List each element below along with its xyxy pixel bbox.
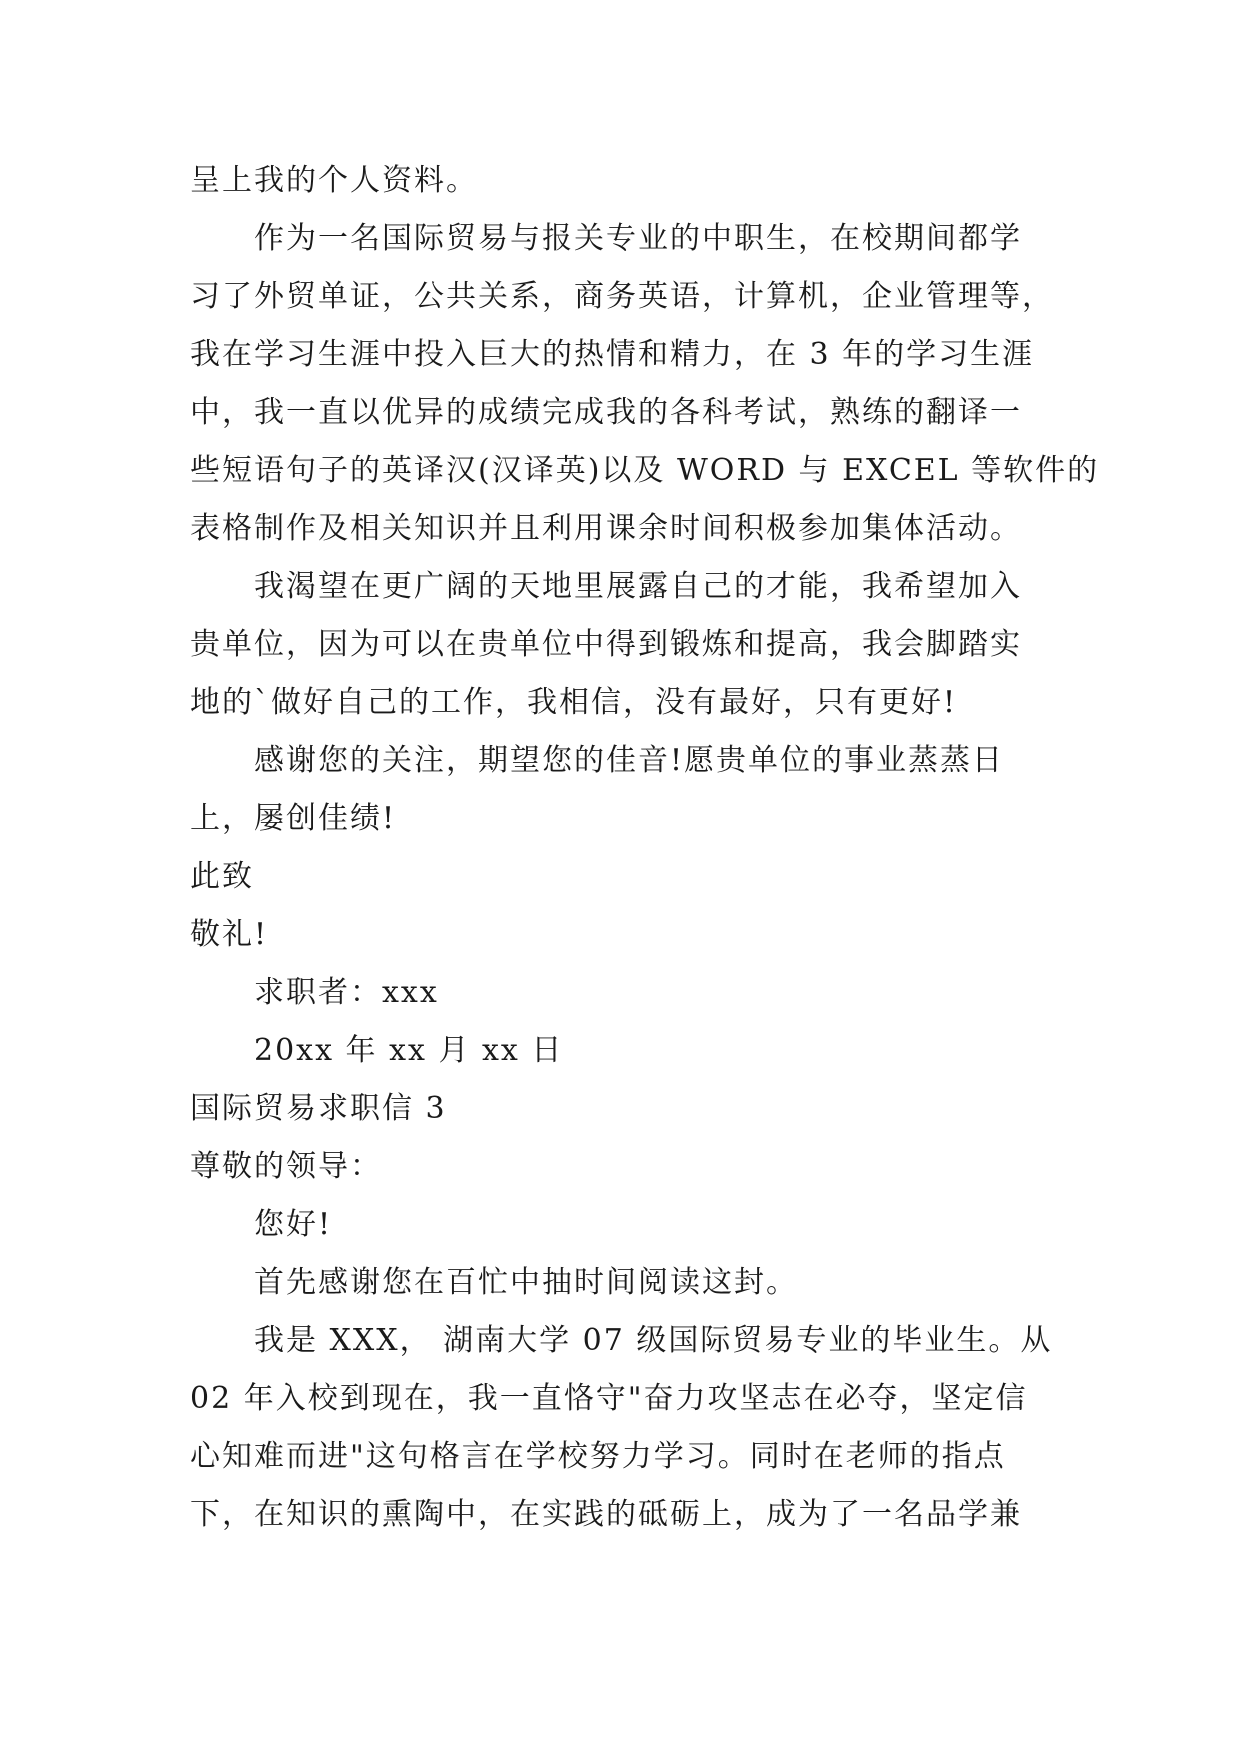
text-line: 习了外贸单证，公共关系，商务英语，计算机，企业管理等， <box>190 279 1054 314</box>
text-line: 中，我一直以优异的成绩完成我的各科考试，熟练的翻译一 <box>190 395 1022 430</box>
greeting-recipient: 尊敬的领导： <box>190 1149 382 1184</box>
signature-date: 20xx 年 xx 月 xx 日 <box>254 1033 564 1068</box>
text-line: 我渴望在更广阔的天地里展露自己的才能，我希望加入 <box>254 569 1022 604</box>
text-line: 上，屡创佳绩! <box>190 801 397 836</box>
text-line: 表格制作及相关知识并且利用课余时间积极参加集体活动。 <box>190 511 1022 546</box>
document-body <box>190 152 1100 1544</box>
greeting: 您好! <box>254 1207 333 1242</box>
section-title: 国际贸易求职信 3 <box>190 1091 447 1126</box>
text-line: 首先感谢您在百忙中抽时间阅读这封。 <box>254 1265 798 1300</box>
text-line: 地的`做好自己的工作，我相信，没有最好，只有更好! <box>190 685 958 720</box>
text-line: 我在学习生涯中投入巨大的热情和精力，在 3 年的学习生涯 <box>190 337 1035 372</box>
text-line: 下，在知识的熏陶中，在实践的砥砺上，成为了一名品学兼 <box>190 1497 1022 1532</box>
closing-salutation: 此致 <box>190 859 254 894</box>
text-line: 作为一名国际贸易与报关专业的中职生，在校期间都学 <box>254 221 1022 256</box>
text-line: 心知难而进"这句格言在学校努力学习。同时在老师的指点 <box>190 1439 1006 1474</box>
text-line: 02 年入校到现在，我一直恪守"奋力攻坚志在必夺，坚定信 <box>190 1381 1028 1416</box>
text-line: 贵单位，因为可以在贵单位中得到锻炼和提高，我会脚踏实 <box>190 627 1022 662</box>
closing-salute: 敬礼! <box>190 917 269 952</box>
text-line: 感谢您的关注，期望您的佳音!愿贵单位的事业蒸蒸日 <box>254 743 1005 778</box>
text-line: 呈上我的个人资料。 <box>190 163 478 198</box>
text-line: 我是 XXX， 湖南大学 07 级国际贸易专业的毕业生。从 <box>254 1323 1053 1358</box>
signature-applicant: 求职者：xxx <box>254 975 439 1010</box>
text-line: 些短语句子的英译汉(汉译英)以及 WORD 与 EXCEL 等软件的 <box>190 453 1100 488</box>
